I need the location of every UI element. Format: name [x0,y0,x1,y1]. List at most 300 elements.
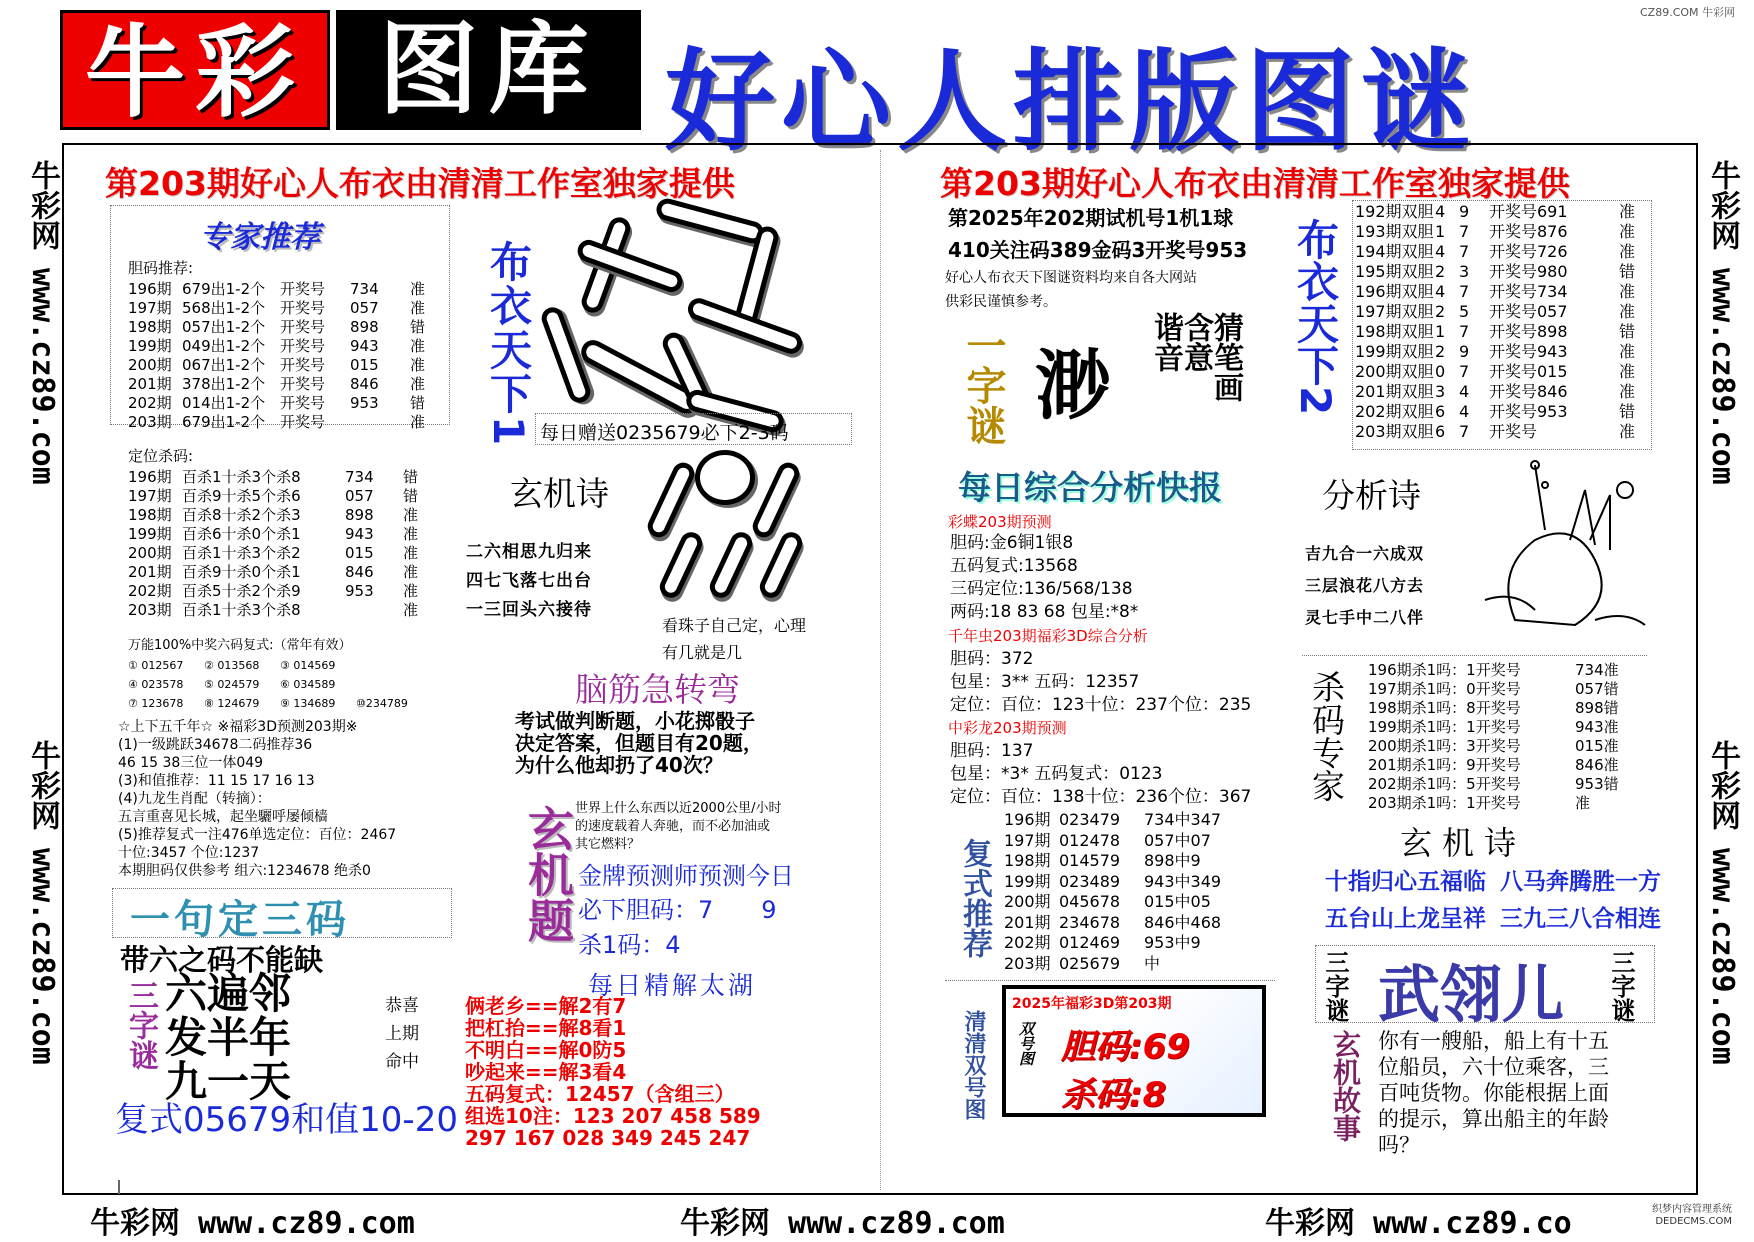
table-row [128,525,433,544]
table-row [128,675,432,694]
table-row [128,468,433,487]
table-row [128,601,433,620]
table-row [1368,775,1635,794]
table-row [1355,362,1649,382]
bead-puzzle-top [535,205,850,445]
dan-table [128,280,440,432]
table-cell: 898 [345,506,374,524]
sanzimi-label: 三字谜 [123,980,158,1070]
bead-stroke [756,529,806,602]
table-cell: 198期双胆 [1355,322,1434,341]
forecast-block [118,718,396,880]
table-row [1004,810,1244,831]
fushi-tuijian-table [1004,810,1244,974]
xuanji-title: 玄机诗 [510,474,609,513]
analysis-line: 定位：百位：123十位：237个位：235 [950,695,1252,715]
table-cell: 203期 [1004,953,1051,973]
table-cell: 2 [1435,342,1446,361]
poem-line: 四七飞落七出台 [466,571,592,591]
table-cell: 197期 [1004,830,1051,850]
table-row [1355,342,1649,362]
table-cell: 734准 [1575,661,1619,679]
table-row [1004,933,1244,954]
table-cell: 准 [1619,202,1636,221]
table-cell: 846 [350,375,379,393]
forecast-line: (1)一级跳跃34678二码推荐36 [118,737,313,753]
table-cell: 203期双胆 [1355,422,1434,441]
table-cell: 025679 [1059,953,1121,973]
table-cell: 4 [1459,402,1470,421]
table-cell: 中 [1144,953,1161,973]
table-cell: 准 [1619,222,1636,241]
table-cell: 015中05 [1144,892,1211,911]
table-cell: 197期双胆 [1355,302,1434,321]
wuling-word: 武翎儿 [1378,958,1565,1031]
table-row [128,356,440,375]
wan-title: 万能100%中奖六码复式:（常年有效） [128,638,352,653]
table-cell: 准 [403,563,419,581]
table-cell: ③ 014569 [280,659,336,672]
jinpai-dan: 必下胆码：7 9 [578,896,777,924]
table-cell: 准 [410,356,426,374]
buyi-label-2: 布衣天下2 [1291,218,1340,416]
table-cell: 2 [1435,262,1446,281]
table-cell: 开奖号 [280,394,326,412]
table-cell: 943中349 [1144,871,1222,891]
table-cell: 百杀9十杀5个杀6 [182,487,301,505]
xuanji2-poem: 十指归心五福临 八马奔腾胜一方 五台山上龙呈祥 三九三八合相连 [1325,869,1661,932]
bead-puzzle-bottom [655,450,855,610]
table-row [1355,242,1649,262]
table-cell: 898中9 [1144,851,1201,870]
table-cell: 7 [1459,322,1470,341]
table-cell: 200期 [128,356,172,374]
table-cell: 7 [1459,242,1470,261]
table-cell: 7 [1459,362,1470,381]
table-cell: 192期双胆 [1355,202,1434,221]
marker [118,1180,120,1194]
wuling-left: 三字谜 [1321,950,1349,1022]
table-cell: 开奖号734 [1489,282,1568,301]
table-cell: 202期 [128,394,172,412]
table-row [128,582,433,601]
shama-table [1368,661,1635,813]
table-cell: 准 [1619,302,1636,321]
table-cell: 846准 [1575,756,1619,774]
table-cell: 3 [1459,262,1470,281]
story-line: 位船员，六十位乘客，三 [1378,1055,1609,1079]
forecast-line: 十位:3457 个位:1237 [118,845,260,861]
fushi-tuijian-label: 复式推荐 [957,838,992,958]
taihu-lines [465,995,761,1149]
table-cell: 3 [1435,382,1446,401]
table-cell: 错 [1619,402,1636,421]
table-cell: 943 [350,337,379,355]
beads-caption: 看珠子自己定，心理 有几就是几 [662,616,807,662]
qingqing-sha: 杀码:8 [1061,1075,1167,1115]
table-cell: 014出1-2个 [182,394,266,412]
table-cell: ⑦ 123678 [128,697,184,710]
table-cell: 开奖号 [1489,422,1538,441]
fenxi-title: 分析诗 [1322,476,1421,515]
table-cell: 202期杀1吗：5开奖号 [1368,775,1521,793]
table-cell: 196期 [128,468,172,486]
side-text-left-2: 牛彩网 www.cz89.com [25,740,60,1065]
table-row [128,563,433,582]
table-row [1004,892,1244,913]
table-cell: 198期 [1004,851,1051,870]
hint-col: 猜笔画 [1208,312,1243,402]
table-cell: 203期 [128,601,172,619]
table-cell: 准 [410,337,426,355]
qingqing-side: 双号图 [1017,1021,1035,1066]
table-row [128,413,440,432]
taihu-line: 吵起来==解3看4 [465,1060,627,1084]
table-cell: 4 [1435,282,1446,301]
table-cell: 898错 [1575,699,1619,717]
table-cell: 199期杀1吗：1开奖号 [1368,718,1521,736]
table-cell: 9 [1459,202,1470,221]
table-cell: 百杀1十杀3个杀8 [182,468,301,486]
table-cell: 194期双胆 [1355,242,1434,261]
table-cell: 6 [1435,402,1446,421]
xuanjiti-text: 世界上什么东西以近2000公里/小时 的速度载着人奔驰，而不必加油或 其它燃料？ [575,801,782,852]
analysis-line: 包星：3** 五码：12357 [950,672,1140,692]
xuanjiti-label: 玄机题 [521,805,575,943]
hint-col: 谐音 [1148,312,1183,372]
table-cell: 准 [410,299,426,317]
logo-tuku: 图库 [336,10,641,130]
table-cell: 开奖号953 [1489,402,1568,421]
table-cell: ④ 023578 [128,678,184,691]
table-cell: 057中07 [1144,830,1211,850]
table-cell: 197期 [128,299,172,317]
taihu-line: 五码复式：12457（含组三） [465,1082,735,1106]
table-cell: 734中347 [1144,810,1222,829]
taihu-line: 组选10注：123 207 458 589 [465,1104,761,1128]
table-cell: ② 013568 [204,659,260,672]
page-title: 好心人排版图谜 [665,38,1477,166]
table-cell: 准 [403,506,419,524]
bottom-text-3: 牛彩网 www.cz89.co [1265,1206,1572,1241]
notice: 好心人布衣天下图谜资料均来自各大网站 供彩民谨慎参考。 [945,270,1197,310]
table-cell: 568出1-2个 [182,299,266,317]
table-row [1004,851,1244,872]
table-cell: 6 [1435,422,1446,441]
table-cell: 201期 [128,375,172,393]
hint-col: 含意 [1178,312,1213,372]
table-cell: 错 [403,468,419,486]
table-row [1368,756,1635,775]
table-cell: 开奖号 [280,413,326,431]
table-row [128,375,440,394]
table-cell: 5 [1459,302,1470,321]
table-cell: 准 [1619,282,1636,301]
table-cell: 196期杀1吗：1开奖号 [1368,661,1521,679]
table-cell: 846中468 [1144,912,1222,932]
table-cell: 201期 [128,563,172,581]
forecast-line: ☆上下五千年☆ ※福彩3D预测203期※ [118,719,358,735]
table-cell: 023479 [1059,810,1121,829]
table-cell: 200期双胆 [1355,362,1434,381]
table-cell: 准 [410,375,426,393]
table-cell: ① 012567 [128,659,184,672]
table-row [128,544,433,563]
table-cell: 015准 [1575,737,1619,755]
table-cell: 199期 [128,337,172,355]
story-line: 你有一艘船，船上有十五 [1378,1029,1609,1053]
jinpai-title: 金牌预测师预测今日 [578,862,794,890]
bead-stroke [706,529,756,602]
table-cell: 067出1-2个 [182,356,266,374]
qiannian-lines [950,648,1251,717]
dan-label: 胆码推荐: [128,259,194,277]
table-cell: 开奖号 [280,299,326,317]
table-row [1004,913,1244,934]
taihu-line: 297 167 028 349 245 247 [465,1126,751,1150]
qingqing-label: 清清双号图 [961,1010,986,1120]
table-row [1355,322,1649,342]
caidie-lines [950,532,1138,624]
poem-line: 二六相思九归来 [466,542,592,562]
zhongcai-lines [950,740,1251,809]
analysis-line: 胆码:金6铜1银8 [950,533,1074,553]
table-cell: 953中9 [1144,933,1201,952]
table-cell: 准 [1619,422,1636,441]
table-row [1368,794,1635,813]
forecast-line: (5)推荐复式一注476单选定位：百位：2467 [118,827,397,843]
analysis-line: 五码复式:13568 [950,556,1078,576]
table-cell: 开奖号057 [1489,302,1568,321]
sanzimi-congrats: 恭喜 上期 命中 [385,996,419,1072]
table-cell: ⑧ 124679 [204,697,260,710]
table-cell: 057出1-2个 [182,318,266,336]
story-line: 吗？ [1378,1133,1420,1157]
table-cell: 015 [350,356,379,374]
table-cell: 195期双胆 [1355,262,1434,281]
analysis-line: 定位：百位：138十位：236个位：367 [950,787,1252,807]
left-header: 第203期好心人布衣由清清工作室独家提供 [105,164,735,203]
table-cell: 9 [1459,342,1470,361]
bead-coin [695,450,755,505]
table-cell: 057错 [1575,680,1619,698]
corner-mark: 织梦内容管理系统 DEDECMS.COM [1652,1204,1732,1227]
table-cell: 准 [403,582,419,600]
table-cell: 679出1-2个 [182,413,266,431]
table-cell: 错 [1619,322,1636,341]
bottom-text-2: 牛彩网 www.cz89.com [680,1206,1005,1241]
kill-table [128,468,433,620]
table-cell: 943 [345,525,374,543]
table-row [1355,282,1649,302]
table-cell: 4 [1435,242,1446,261]
daily-gift: 每日赠送0235679必下2-3码 [540,422,789,444]
table-cell: 准 [1619,382,1636,401]
table-cell: 7 [1459,222,1470,241]
table-row [1355,302,1649,322]
table-cell: 734 [345,468,374,486]
watermark: CZ89.COM 牛彩网 [1640,6,1736,19]
xuanji2-title: 玄机诗 [1400,824,1527,862]
table-cell: 943准 [1575,718,1619,736]
table-row [1355,382,1649,402]
trial-info: 第2025年202期试机号1机1球 410关注码389金码3开奖号953 [948,206,1248,262]
jinpai-kill: 杀1码：4 [578,931,681,959]
table-cell: 百杀1十杀3个杀8 [182,601,301,619]
table-row [1004,954,1244,975]
table-row [1355,222,1649,242]
table-cell: 准 [403,544,419,562]
yizimi-hints [1148,312,1243,442]
table-cell: 898 [350,318,379,336]
table-cell: 错 [410,318,426,336]
table-cell: 1 [1435,222,1446,241]
table-cell: 百杀9十杀0个杀1 [182,563,301,581]
forecast-line: (3)和值推荐：11 15 17 16 13 [118,773,315,789]
table-row [1368,661,1635,680]
table-cell: 错 [410,394,426,412]
table-row [128,506,433,525]
table-cell: 953 [345,582,374,600]
fushi-text: 复式05679和值10-20 [115,1100,458,1140]
table-cell: 846 [345,563,374,581]
taihu-title: 每日精解太湖 [588,971,757,1000]
table-cell: 4 [1435,202,1446,221]
table-cell [345,601,403,620]
table-cell: 015 [345,544,374,562]
table-row [1004,831,1244,852]
naojin-text: 考试做判断题，小花掷骰子 决定答案，但题目有20题， 为什么他却扔了40次？ [515,709,763,777]
table-cell: 201期 [1004,912,1051,932]
table-cell: 开奖号 [280,337,326,355]
yizimi-label: 一字谜 [960,325,1006,445]
expert-title: 专家推荐 [200,220,320,255]
poem-line: 三层浪花八方去 [1305,576,1425,595]
table-cell: 错 [403,487,419,505]
analysis-line: 三码定位:136/568/138 [950,579,1133,599]
table-cell: 百杀1十杀3个杀2 [182,544,301,562]
table-cell: 201期杀1吗：9开奖号 [1368,756,1521,774]
story-text [1378,1028,1609,1158]
table-cell: 0 [1435,362,1446,381]
center-divider [880,150,881,1190]
table-cell: 196期 [1004,810,1051,829]
table-row [1368,737,1635,756]
caidie-title: 彩蝶203期预测 [948,513,1052,531]
table-cell: 错 [1619,262,1636,281]
table-cell: 200期 [1004,892,1051,911]
table-cell: 2 [1435,302,1446,321]
table-cell: 准 [1619,362,1636,381]
table-row [128,656,432,675]
buyi-label-1: 布衣天下1 [484,240,533,448]
analysis-title: 每日综合分析快报 [958,468,1222,507]
table-cell: 197期 [128,487,172,505]
table-row [128,487,433,506]
qingqing-dan: 胆码:69 [1061,1027,1190,1067]
table-cell: 023489 [1059,871,1121,891]
table-cell: ⑨ 134689 [280,697,336,710]
table-row [128,394,440,413]
table-cell: 378出1-2个 [182,375,266,393]
table-cell: 014579 [1059,851,1121,870]
table-cell: 203期杀1吗：1开奖号 [1368,794,1521,812]
table-cell: 734 [350,280,379,298]
forecast-line: (4)九龙生肖配（转摘）： [118,791,271,807]
story-line: 百吨货物。你能根据上面 [1378,1081,1609,1105]
yiju-title: 一句定三码 [130,897,350,943]
story-label: 玄机故事 [1329,1030,1362,1142]
table-row [128,299,440,318]
table-cell: 开奖号943 [1489,342,1568,361]
table-cell: 196期双胆 [1355,282,1434,301]
table-cell: 197期杀1吗：0开奖号 [1368,680,1521,698]
forecast-line: 本期胆码仅供参考 组六:1234678 绝杀0 [118,863,371,879]
table-row [1004,872,1244,893]
analysis-line: 包星：*3* 五码复式：0123 [950,764,1163,784]
table-cell: 953 [350,394,379,412]
table-row [128,694,432,713]
table-row [128,337,440,356]
table-cell: 234678 [1059,912,1121,932]
yizimi-char: 渺 [1035,341,1111,430]
table-row [128,318,440,337]
table-cell: 199期双胆 [1355,342,1434,361]
table-cell: 开奖号898 [1489,322,1568,341]
table-cell: 012478 [1059,830,1121,850]
xuanji-poem [466,538,592,625]
wan-table [128,656,432,713]
taihu-line: 把杠抬==解8看1 [465,1016,627,1040]
table-cell: 准 [1619,242,1636,261]
table-cell: 开奖号015 [1489,362,1568,381]
table-cell: 7 [1459,282,1470,301]
right-header: 第203期好心人布衣由清清工作室独家提供 [940,164,1570,203]
table-cell: 准 [410,413,426,431]
table-cell: 开奖号691 [1489,202,1568,221]
table-row [1368,718,1635,737]
table-cell: 199期 [128,525,172,543]
table-row [1355,402,1649,422]
poem-line: 吉九合一六成双 [1305,544,1425,563]
table-cell: 开奖号726 [1489,242,1568,261]
poem-line: 一三回头六接待 [466,600,592,620]
table-row [1355,422,1649,442]
shama-label: 杀码专家 [1307,670,1346,802]
table-cell: 开奖号846 [1489,382,1568,401]
table-cell: ⑥ 034589 [280,678,336,691]
table-cell: 开奖号876 [1489,222,1568,241]
forecast-line: 46 15 38三位一体049 [118,755,264,771]
table-cell: 049出1-2个 [182,337,266,355]
side-text-right-2: 牛彩网 www.cz89.com [1705,740,1740,1065]
table-cell: 198期 [128,506,172,524]
forecast-line: 五言重喜见长城，起坐驪呼屡倾樯 [118,809,328,825]
table-cell: 679出1-2个 [182,280,266,298]
taihu-line: 不明白==解0防5 [465,1038,627,1062]
qingqing-box-title: 2025年福彩3D第203期 [1012,996,1172,1012]
table-cell: 198期杀1吗：8开奖号 [1368,699,1521,717]
logo-niucai: 牛彩 [60,10,330,130]
table-cell: 012469 [1059,933,1121,952]
bottom-text-1: 牛彩网 www.cz89.com [90,1206,415,1241]
table-row [1355,202,1649,222]
analysis-line: 两码:18 83 68 包星:*8* [950,602,1139,622]
table-cell: 202期双胆 [1355,402,1434,421]
sanzimi-lines: 六遍邻 发半年 九一天 [165,969,292,1106]
table-cell: 准 [1619,342,1636,361]
yiju-line: 带六之码不能缺 [120,943,324,977]
